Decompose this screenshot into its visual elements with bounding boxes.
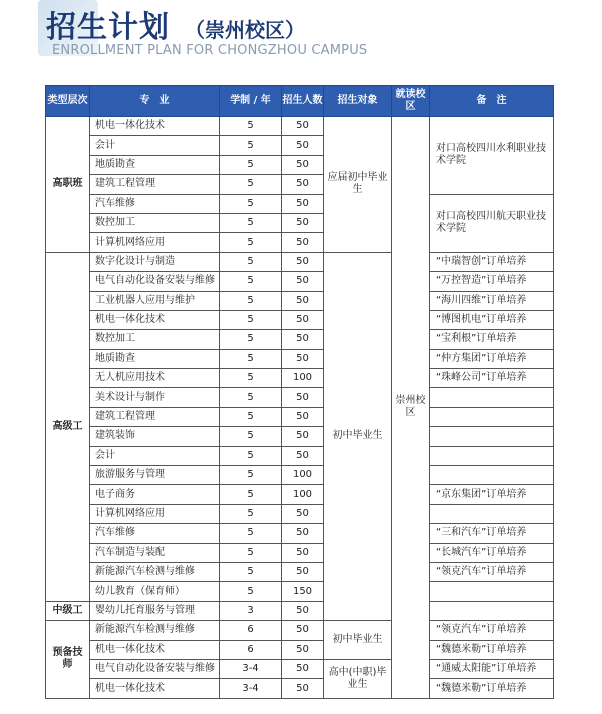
count-cell: 50	[282, 524, 324, 543]
years-cell: 5	[220, 407, 282, 426]
table-row	[46, 679, 554, 698]
years-cell: 5	[220, 427, 282, 446]
years-cell: 5	[220, 485, 282, 504]
years-cell: 5	[220, 466, 282, 485]
note-cell: “仲方集团”订单培养	[430, 349, 554, 368]
note-cell: “领克汽车”订单培养	[430, 621, 554, 640]
table-row	[46, 369, 554, 388]
years-cell: 5	[220, 310, 282, 329]
table-row	[46, 582, 554, 601]
count-cell: 50	[282, 194, 324, 213]
major-cell: 会计	[90, 136, 220, 155]
count-cell: 50	[282, 640, 324, 659]
note-cell: “海川四维”订单培养	[430, 291, 554, 310]
english-title: ENROLLMENT PLAN FOR CHONGZHOU CAMPUS	[52, 43, 368, 58]
years-cell: 5	[220, 330, 282, 349]
note-cell: “通威太阳能”订单培养	[430, 659, 554, 678]
target-cell: 高中(中职)毕业生	[324, 659, 392, 698]
years-cell: 5	[220, 582, 282, 601]
table-row	[46, 524, 554, 543]
count-cell: 50	[282, 330, 324, 349]
table-row	[46, 349, 554, 368]
major-cell: 地质勘查	[90, 155, 220, 174]
note-cell: “三和汽车”订单培养	[430, 524, 554, 543]
years-cell: 5	[220, 369, 282, 388]
major-cell: 机电一体化技术	[90, 640, 220, 659]
note-cell	[430, 388, 554, 407]
major-cell: 数控加工	[90, 330, 220, 349]
level-cell: 高级工	[46, 252, 90, 601]
major-cell: 幼儿教育（保育师）	[90, 582, 220, 601]
level-cell: 高职班	[46, 117, 90, 253]
header-count: 招生人数	[282, 86, 324, 117]
table-row	[46, 388, 554, 407]
years-cell: 5	[220, 175, 282, 194]
header-level: 类型层次	[46, 86, 90, 117]
major-cell: 建筑工程管理	[90, 175, 220, 194]
table-row	[46, 485, 554, 504]
count-cell: 50	[282, 136, 324, 155]
major-cell: 会计	[90, 446, 220, 465]
years-cell: 5	[220, 446, 282, 465]
major-cell: 建筑工程管理	[90, 407, 220, 426]
page-header	[0, 0, 602, 78]
major-cell: 汽车维修	[90, 524, 220, 543]
major-cell: 地质勘查	[90, 349, 220, 368]
major-cell: 机电一体化技术	[90, 117, 220, 136]
major-cell: 旅游服务与管理	[90, 466, 220, 485]
count-cell: 50	[282, 233, 324, 252]
note-cell: “万控智造”订单培养	[430, 272, 554, 291]
years-cell: 3	[220, 601, 282, 620]
table-row	[46, 640, 554, 659]
table-row	[46, 252, 554, 271]
count-cell: 50	[282, 349, 324, 368]
table-header-row	[46, 86, 554, 117]
years-cell: 5	[220, 155, 282, 174]
target-cell: 初中毕业生	[324, 252, 392, 620]
count-cell: 50	[282, 117, 324, 136]
major-cell: 计算机网络应用	[90, 504, 220, 523]
table-row	[46, 117, 554, 136]
count-cell: 150	[282, 582, 324, 601]
note-cell: “博图机电”订单培养	[430, 310, 554, 329]
note-cell	[430, 504, 554, 523]
major-cell: 新能源汽车检测与维修	[90, 562, 220, 581]
major-cell: 无人机应用技术	[90, 369, 220, 388]
table-row	[46, 330, 554, 349]
note-cell	[430, 601, 554, 620]
table-row	[46, 562, 554, 581]
years-cell: 5	[220, 291, 282, 310]
major-cell: 新能源汽车检测与维修	[90, 621, 220, 640]
years-cell: 5	[220, 117, 282, 136]
count-cell: 50	[282, 272, 324, 291]
major-cell: 电子商务	[90, 485, 220, 504]
table-row	[46, 504, 554, 523]
major-cell: 建筑装饰	[90, 427, 220, 446]
enrollment-table	[45, 85, 554, 699]
count-cell: 50	[282, 504, 324, 523]
count-cell: 100	[282, 485, 324, 504]
count-cell: 50	[282, 388, 324, 407]
table-row	[46, 272, 554, 291]
years-cell: 3-4	[220, 659, 282, 678]
years-cell: 5	[220, 524, 282, 543]
years-cell: 5	[220, 252, 282, 271]
header-target: 招生对象	[324, 86, 392, 117]
note-cell: 对口高校四川航天职业技术学院	[430, 194, 554, 252]
count-cell: 50	[282, 155, 324, 174]
table-row	[46, 310, 554, 329]
note-cell: 对口高校四川水利职业技术学院	[430, 117, 554, 195]
major-cell: 工业机器人应用与维护	[90, 291, 220, 310]
header-campus: 就读校区	[392, 86, 430, 117]
years-cell: 6	[220, 640, 282, 659]
table-row	[46, 601, 554, 620]
header-notes: 备 注	[430, 86, 554, 117]
years-cell: 5	[220, 136, 282, 155]
years-cell: 5	[220, 543, 282, 562]
years-cell: 5	[220, 349, 282, 368]
note-cell	[430, 582, 554, 601]
count-cell: 50	[282, 446, 324, 465]
count-cell: 50	[282, 679, 324, 698]
years-cell: 3-4	[220, 679, 282, 698]
count-cell: 50	[282, 252, 324, 271]
page-subtitle: （崇州校区）	[185, 18, 305, 42]
note-cell: “中瑞智创”订单培养	[430, 252, 554, 271]
note-cell	[430, 466, 554, 485]
note-cell	[430, 446, 554, 465]
years-cell: 5	[220, 213, 282, 232]
table-row	[46, 466, 554, 485]
years-cell: 6	[220, 621, 282, 640]
major-cell: 计算机网络应用	[90, 233, 220, 252]
table-row	[46, 407, 554, 426]
count-cell: 50	[282, 543, 324, 562]
level-cell: 中级工	[46, 601, 90, 620]
major-cell: 婴幼儿托育服务与管理	[90, 601, 220, 620]
count-cell: 100	[282, 466, 324, 485]
note-cell: “宝利根”订单培养	[430, 330, 554, 349]
major-cell: 汽车维修	[90, 194, 220, 213]
note-cell	[430, 407, 554, 426]
note-cell: “魏德米勒”订单培养	[430, 640, 554, 659]
years-cell: 5	[220, 233, 282, 252]
major-cell: 汽车制造与装配	[90, 543, 220, 562]
count-cell: 50	[282, 601, 324, 620]
count-cell: 50	[282, 407, 324, 426]
count-cell: 100	[282, 369, 324, 388]
years-cell: 5	[220, 504, 282, 523]
note-cell: “珠峰公司”订单培养	[430, 369, 554, 388]
level-cell: 预备技师	[46, 621, 90, 699]
major-cell: 数控加工	[90, 213, 220, 232]
table-row	[46, 659, 554, 678]
page-title: 招生计划	[46, 10, 170, 45]
table-row	[46, 446, 554, 465]
table-row	[46, 291, 554, 310]
years-cell: 5	[220, 562, 282, 581]
count-cell: 50	[282, 621, 324, 640]
count-cell: 50	[282, 175, 324, 194]
major-cell: 电气自动化设备安装与维修	[90, 272, 220, 291]
count-cell: 50	[282, 659, 324, 678]
header-major: 专 业	[90, 86, 220, 117]
header-years: 学制 / 年	[220, 86, 282, 117]
target-cell: 应届初中毕业生	[324, 117, 392, 253]
years-cell: 5	[220, 194, 282, 213]
years-cell: 5	[220, 388, 282, 407]
count-cell: 50	[282, 213, 324, 232]
table-row	[46, 543, 554, 562]
years-cell: 5	[220, 272, 282, 291]
count-cell: 50	[282, 562, 324, 581]
campus-cell: 崇州校区	[392, 117, 430, 699]
count-cell: 50	[282, 291, 324, 310]
note-cell: “京东集团”订单培养	[430, 485, 554, 504]
note-cell	[430, 427, 554, 446]
count-cell: 50	[282, 427, 324, 446]
major-cell: 电气自动化设备安装与维修	[90, 659, 220, 678]
note-cell: “领克汽车”订单培养	[430, 562, 554, 581]
target-cell: 初中毕业生	[324, 621, 392, 660]
count-cell: 50	[282, 310, 324, 329]
note-cell: “长城汽车”订单培养	[430, 543, 554, 562]
note-cell: “魏德米勒”订单培养	[430, 679, 554, 698]
major-cell: 美术设计与制作	[90, 388, 220, 407]
major-cell: 机电一体化技术	[90, 679, 220, 698]
table-row	[46, 621, 554, 640]
major-cell: 机电一体化技术	[90, 310, 220, 329]
table-row	[46, 427, 554, 446]
table-row	[46, 194, 554, 213]
major-cell: 数字化设计与制造	[90, 252, 220, 271]
